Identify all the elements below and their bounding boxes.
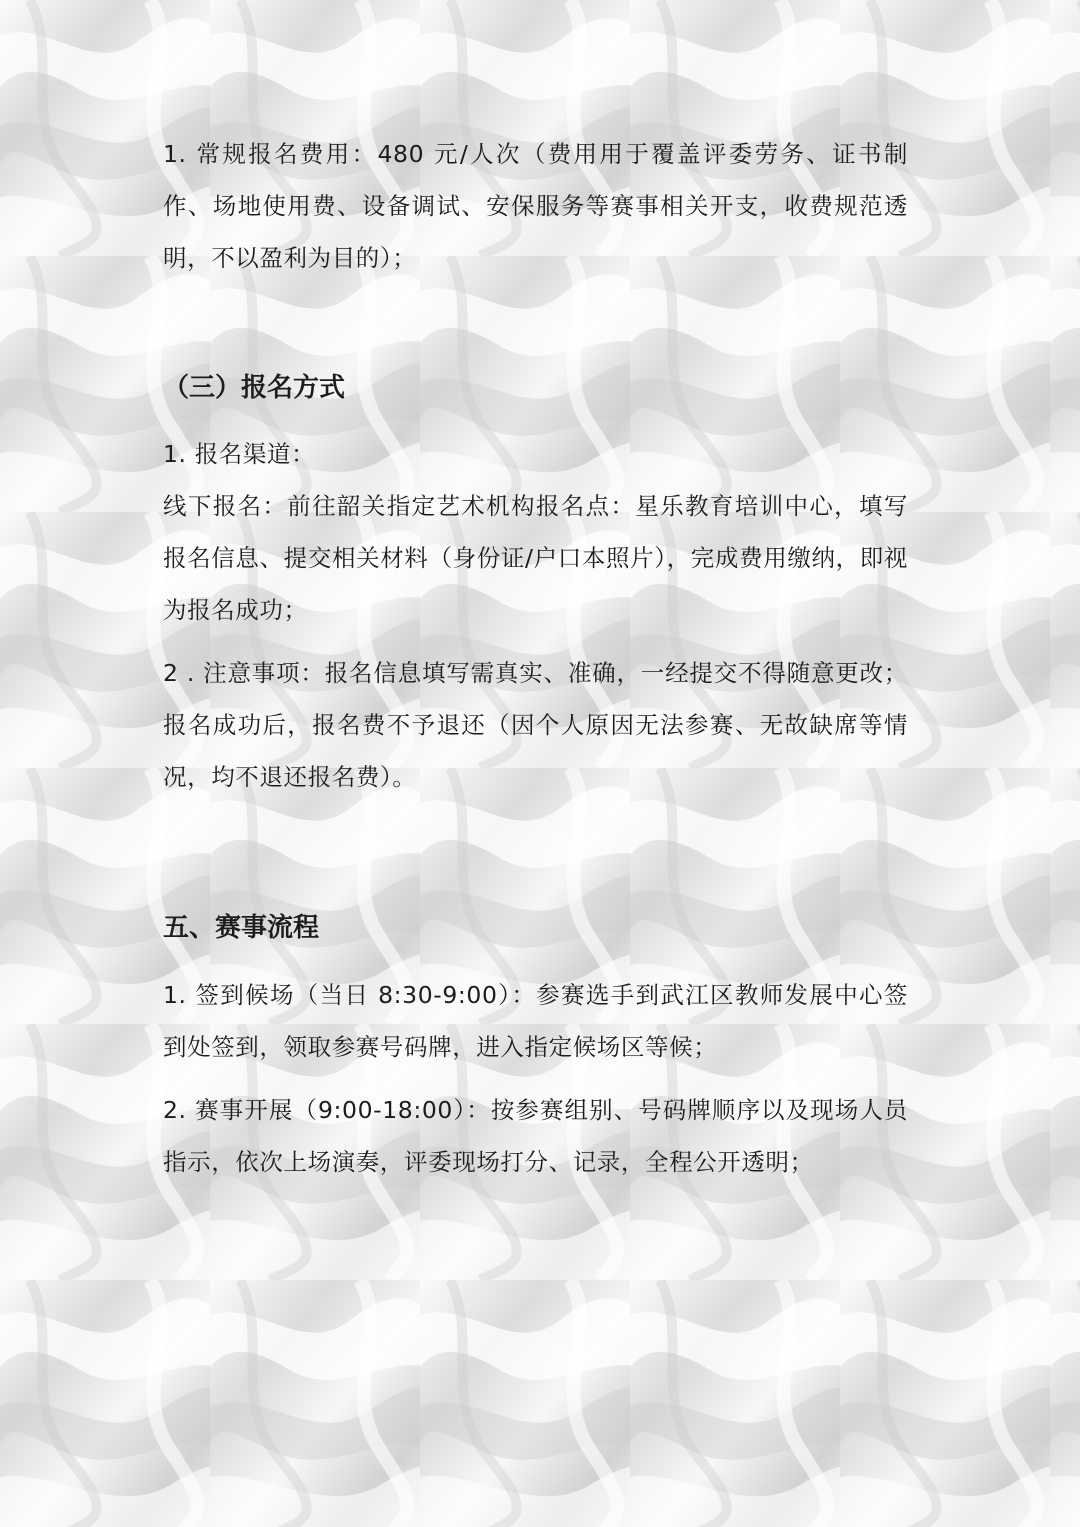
process-step-1: 1. 签到候场（当日 8:30-9:00）：参赛选手到武江区教师发展中心签到处签到，领取参赛号码牌，进入指定候场区等候；: [163, 981, 908, 1061]
registration-heading: （三）报名方式: [163, 373, 346, 403]
registration-channel-text: 线下报名：前往韶关指定艺术机构报名点：星乐教育培训中心，填写报名信息、提交相关材料（身份证/户口本照片），完成费用缴纳，即视为报名成功；: [163, 492, 908, 624]
registration-notice: 2 . 注意事项：报名信息填写需真实、准确，一经提交不得随意更改；报名成功后，报名费不予退还（因个人原因无法参赛、无故缺席等情况，均不退还报名费）。: [163, 659, 908, 791]
registration-channel-title: 1. 报名渠道：: [163, 440, 316, 468]
process-step-2: 2. 赛事开展（9:00-18:00）：按参赛组别、号码牌顺序以及现场人员指示，依次上场演奏，评委现场打分、记录，全程公开透明；: [163, 1096, 908, 1176]
process-heading: 五、赛事流程: [163, 913, 320, 943]
fee-paragraph: 1. 常规报名费用：480 元/人次（费用用于覆盖评委劳务、证书制作、场地使用费、设备调试、安保服务等赛事相关开支，收费规范透明，不以盈利为目的）；: [163, 140, 908, 272]
